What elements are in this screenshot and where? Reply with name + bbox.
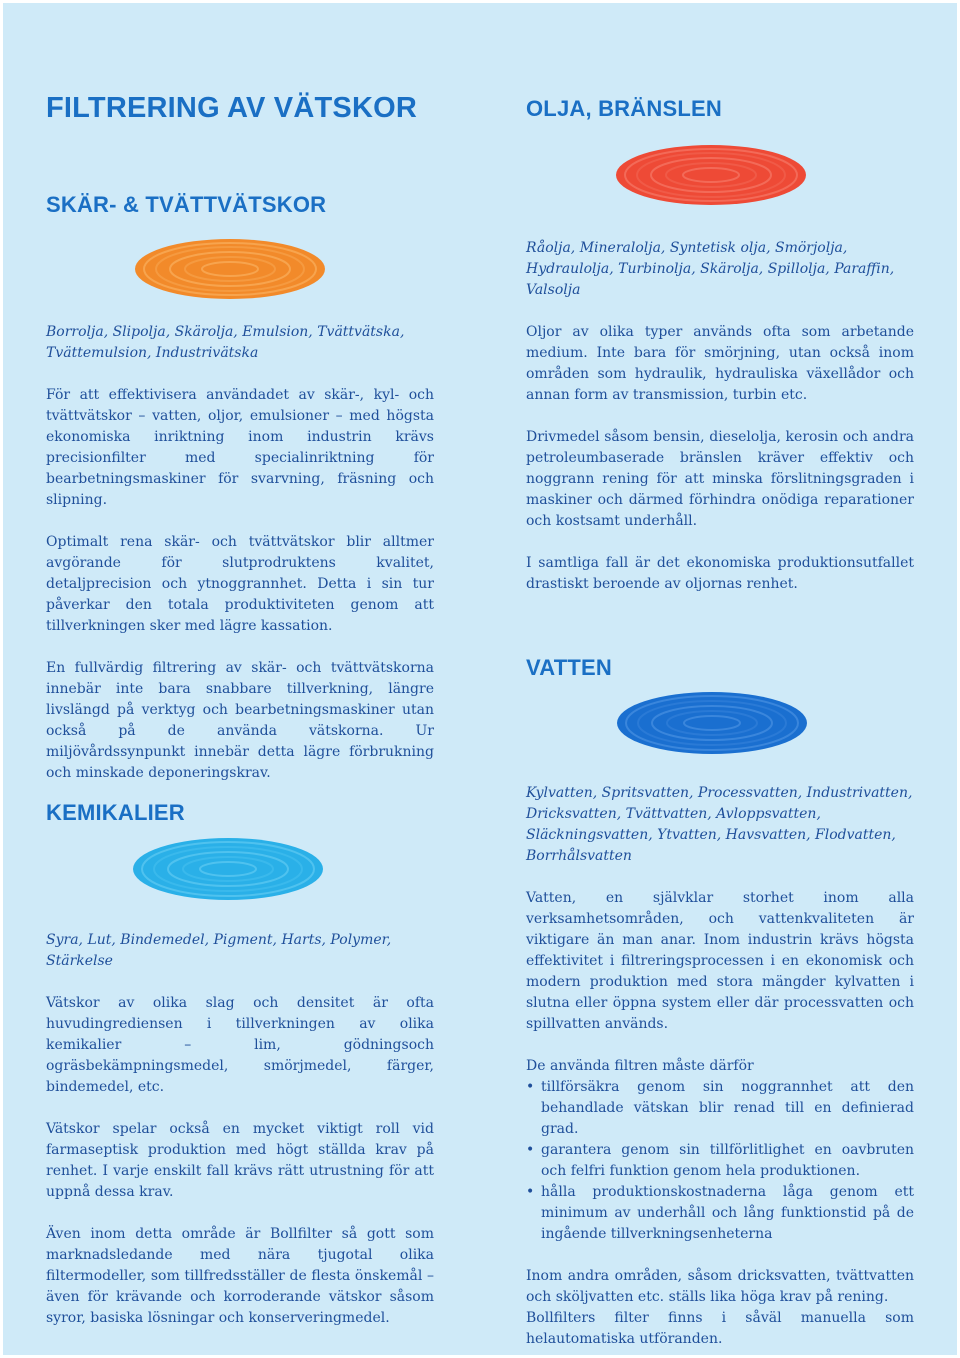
list-item: • hålla produktionskostnaderna låga genom ett minimum av underhåll och lång funktionstid på de ingående tillverkningsenheterna: [526, 1182, 914, 1245]
section-body-skar: [46, 322, 434, 784]
paragraph: Vätskor av olika slag och densitet är ofta huvudingrediensen i tillverkningen av olika kemikalier – lim, gödningsoch ogräsbekämpningsmedel, smörjmedel, färger, bindemedel, etc.: [46, 995, 434, 1095]
ripple-graphic: [133, 234, 328, 304]
paragraph: Oljor av olika typer används ofta som arbetande medium. Inte bara för smörjning, utan också inom områden som hydraulik, hydrauliska växellådor och annan form av transmission, turbin etc.: [526, 324, 914, 403]
paragraph: Vatten, en självklar storhet inom alla verksamhetsområden, och vattenkvaliteten är viktigare än man anar. Inom industrin krävs högsta effektivitet i filtreringsprocessen i en ekonomisk och modern produktion med stora mängder kylvatten i slutna eller öppna system eller där processvatten och spillvatten används.: [526, 890, 914, 1032]
paragraph: En fullvärdig filtrering av skär- och tvättvätskorna innebär inte bara snabbare tillverkning, längre livslängd på verktyg och bearbetningsmaskiner utan också på de använda vätskorna. Ur miljövårdssynpunkt innebär detta lägre förbrukning och minskade deponeringskrav.: [46, 660, 434, 781]
ripple-graphic: [615, 688, 810, 758]
page-title: FILTRERING AV VÄTSKOR: [46, 92, 417, 124]
fluid-list: Borrolja, Slipolja, Skärolja, Emulsion, Tvättvätska, Tvättemulsion, Industrivätska: [46, 324, 405, 361]
fluid-list: Råolja, Mineralolja, Syntetisk olja, Smörjolja, Hydraulolja, Turbinolja, Skärolja, Spillolja, Paraffin, Valsolja: [526, 240, 895, 298]
paragraph: För att effektivisera användadet av skär-, kyl- och tvättvätskor – vatten, oljor, emulsioner – med högsta ekonomiska inriktning inom industrin krävs precisionfilter med specialinriktning för bearbetningsmaskiner för svarvning, fräsning och slipning.: [46, 387, 434, 508]
list-item: • tillförsäkra genom sin noggrannhet att den behandlade vätskan blir renad till en definierad grad.: [526, 1077, 914, 1140]
section-body-olja: [526, 238, 914, 595]
section-title-skar: SKÄR- & TVÄTTVÄTSKOR: [46, 192, 327, 217]
fluid-list: Kylvatten, Spritsvatten, Processvatten, Industrivatten, Dricksvatten, Tvättvatten, Avloppsvatten, Släckningsvatten, Ytvatten, Havsvatten, Flodvatten, Borrhålsvatten: [526, 785, 913, 864]
section-body-vatten: [526, 783, 914, 1350]
list-item: • garantera genom sin tillförlitlighet en oavbruten och felfri funktion genom hela produktionen.: [526, 1140, 914, 1182]
section-title-vatten: VATTEN: [526, 655, 612, 680]
paragraph: I samtliga fall är det ekonomiska produktionsutfallet drastiskt beroende av oljornas renhet.: [526, 555, 914, 592]
closing-paragraph: Inom andra områden, såsom dricksvatten, tvättvatten och sköljvatten etc. ställs lika höga krav på rening.: [526, 1268, 914, 1305]
paragraph: Vätskor spelar också en mycket viktigt roll vid farmaseptisk produktion med högt ställda krav på renhet. I varje enskilt fall krävs rätt utrustning för att uppnå dessa krav.: [46, 1121, 434, 1200]
orange-ripple-image: [133, 234, 328, 304]
requirements-list: [526, 1077, 914, 1245]
closing-paragraph: Bollfilters filter finns i såväl manuella som helautomatiska utföranden.: [526, 1310, 914, 1347]
section-title-kemikalier: KEMIKALIER: [46, 800, 185, 825]
red-ripple-image: [614, 141, 809, 209]
ripple-graphic: [614, 141, 809, 209]
paragraph: Även inom detta område är Bollfilter så gott som marknadsledande med nära tjugotal olika filtermodeller, som tillfredsställer de flesta önskemål – även för krävande och korroderande vätskor såsom syror, basiska lösningar och konserveringmedel.: [46, 1226, 434, 1326]
blue-ripple-image: [615, 688, 810, 758]
section-body-kemikalier: [46, 930, 434, 1329]
paragraph: Drivmedel såsom bensin, dieselolja, kerosin och andra petroleumbaserade bränslen kräver effektiv och noggrann rening för att minska förslitningsgraden i maskiner och därmed förhindra onödiga reparationer och kostsamt underhåll.: [526, 429, 914, 529]
ripple-graphic: [131, 834, 326, 904]
fluid-list: Syra, Lut, Bindemedel, Pigment, Harts, Polymer, Stärkelse: [46, 932, 392, 969]
cyan-ripple-image: [131, 834, 326, 904]
list-intro: De använda filtren måste därför: [526, 1058, 754, 1074]
section-title-olja: OLJA, BRÄNSLEN: [526, 96, 722, 121]
paragraph: Optimalt rena skär- och tvättvätskor blir alltmer avgörande för slutprodruktens kvalitet, detaljprecision och ytnoggrannhet. Detta i sin tur påverkar den totala produktiviteten genom att tillverkningen sker med lägre kassation.: [46, 534, 434, 634]
